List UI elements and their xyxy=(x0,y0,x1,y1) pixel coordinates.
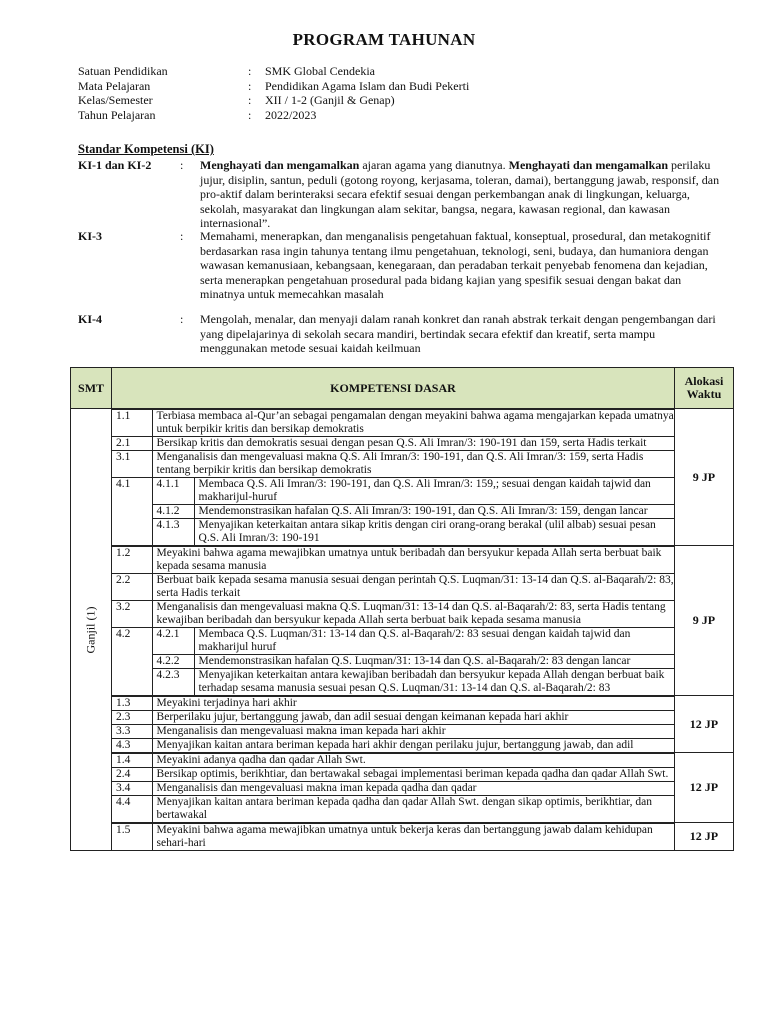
kd-number: 2.4 xyxy=(112,768,152,782)
meta-row xyxy=(78,108,469,123)
kd-text: Bersikap kritis dan demokratis sesuai dengan pesan Q.S. Ali Imran/3: 190-191 dan 159, serta Hadis terkait xyxy=(152,437,674,451)
kd-number: 2.2 xyxy=(112,574,152,601)
kd-group-table xyxy=(112,823,674,850)
meta-row xyxy=(78,64,469,79)
kd-group-table xyxy=(112,696,674,752)
meta-value: Pendidikan Agama Islam dan Budi Pekerti xyxy=(265,78,470,93)
meta-colon: : xyxy=(248,78,252,93)
meta-colon: : xyxy=(248,64,252,78)
kd-sub-number: 4.1.3 xyxy=(152,519,194,546)
ki-heading: Standar Kompetensi (KI) xyxy=(78,142,214,156)
meta-row xyxy=(78,79,469,94)
kd-text: Terbiasa membaca al-Qur’an sebagai pengamalan dengan meyakini bahwa agama mengajarkan kepada umatnya untuk berpikir kritis dan bersikap demokratis xyxy=(152,410,674,437)
kd-row xyxy=(112,669,674,696)
kd-number: 4.1 xyxy=(112,478,152,505)
kd-number xyxy=(112,519,152,546)
table-group-row xyxy=(71,409,734,546)
kd-sub-number: 4.2.2 xyxy=(152,655,194,669)
semester-cell xyxy=(71,409,112,851)
header-smt: SMT xyxy=(71,368,112,409)
kd-text: Berbuat baik kepada sesama manusia sesuai dengan perintah Q.S. Luqman/31: 13-14 dan Q.S. al-Baqarah/2: 83, serta Hadis terkait xyxy=(152,574,674,601)
meta-key: Mata Pelajaran xyxy=(78,78,151,93)
kd-number: 2.3 xyxy=(112,711,152,725)
kd-text: Menyajikan keterkaitan antara sikap kritis dengan ciri orang-orang berakal (ulil albab) sesuai pesan Q.S. Ali Imran/3: 190-191 xyxy=(194,519,674,546)
kd-row xyxy=(112,505,674,519)
kd-row xyxy=(112,574,674,601)
kd-row xyxy=(112,697,674,711)
kd-number: 2.1 xyxy=(112,437,152,451)
meta-block xyxy=(78,64,469,122)
kd-number: 1.1 xyxy=(112,410,152,437)
kd-text: Meyakini adanya qadha dan qadar Allah Swt. xyxy=(152,754,674,768)
meta-value: XII / 1-2 (Ganjil & Genap) xyxy=(265,93,395,107)
ki-key: KI-3 xyxy=(78,229,102,243)
ki-colon: : xyxy=(180,312,184,326)
kd-sub-number: 4.2.1 xyxy=(152,628,194,655)
kd-text: Menganalisis dan mengevaluasi makna iman kepada hari akhir xyxy=(152,725,674,739)
table-group-row xyxy=(71,823,734,851)
kd-text: Membaca Q.S. Ali Imran/3: 190-191, dan Q.S. Ali Imran/3: 159,; sesuai dengan kaidah tajwid dan makharijul-huruf xyxy=(194,478,674,505)
kd-text: Meyakini terjadinya hari akhir xyxy=(152,697,674,711)
kd-number: 3.1 xyxy=(112,451,152,478)
table-header-row xyxy=(71,368,734,409)
kd-number: 4.4 xyxy=(112,796,152,823)
ki-text: Mengolah, menalar, dan menyaji dalam ranah konkret dan ranah abstrak terkait dengan pengembangan dari yang dipelajarinya di sekolah secara mandiri, bertindak secara efektif dan kreatif, serta mampu menggunakan metode sesuai kaidah keilmuan xyxy=(200,312,716,355)
kd-number: 3.3 xyxy=(112,725,152,739)
kd-row xyxy=(112,655,674,669)
kd-row xyxy=(112,451,674,478)
semester-label: Ganjil (1) xyxy=(83,606,98,653)
kd-number: 3.4 xyxy=(112,782,152,796)
alokasi-waktu-cell: 9 JP xyxy=(674,546,733,696)
kd-group-table xyxy=(112,753,674,822)
kd-text: Menyajikan kaitan antara beriman kepada qadha dan qadar Allah Swt. dengan sikap optimis, berikhtiar, dan bertawakal xyxy=(152,796,674,823)
meta-row xyxy=(78,93,469,108)
kd-row xyxy=(112,711,674,725)
kd-text: Menganalisis dan mengevaluasi makna iman kepada qadha dan qadar xyxy=(152,782,674,796)
header-kompetensi-dasar: KOMPETENSI DASAR xyxy=(112,368,675,409)
ki-text-part: ajaran agama yang dianutnya. xyxy=(359,158,509,172)
ki-text xyxy=(200,158,720,231)
meta-key: Tahun Pelajaran xyxy=(78,107,156,122)
ki-bold-phrase: Menghayati dan mengamalkan xyxy=(200,158,360,172)
header-alokasi-waktu: Alokasi Waktu xyxy=(674,368,733,409)
alokasi-waktu-cell: 12 JP xyxy=(674,696,733,753)
meta-value: 2022/2023 xyxy=(265,107,317,122)
kd-group-table xyxy=(112,409,674,545)
kd-number: 1.3 xyxy=(112,697,152,711)
ki-text-part: perilaku jujur, disiplin, santun, peduli (gotong royong, kerjasama, toleran, damai), bertanggung jawab, responsif, dan pro-aktif dalam berinteraksi secara efektif sesuai dengan perkembangan anak di lingkungan, keluarga, sekolah, masyarakat dan lingkungan alam sekitar, bangsa, negara, kawasan regional, dan kawasan internasional”. xyxy=(200,158,720,230)
kd-sub-number: 4.1.1 xyxy=(152,478,194,505)
kd-group-cell xyxy=(112,823,675,851)
kd-sub-number: 4.1.2 xyxy=(152,505,194,519)
kd-row xyxy=(112,782,674,796)
kd-text: Berperilaku jujur, bertanggung jawab, dan adil sesuai dengan keimanan kepada hari akhir xyxy=(152,711,674,725)
kd-text: Menganalisis dan mengevaluasi makna Q.S. Ali Imran/3: 190-191, dan Q.S. Ali Imran/3: 159, serta Hadis tentang berpikir kritis dan bersikap demokratis xyxy=(152,451,674,478)
kd-row xyxy=(112,519,674,546)
kd-row xyxy=(112,437,674,451)
ki-3-row xyxy=(78,229,720,302)
kd-row xyxy=(112,725,674,739)
ki-colon: : xyxy=(180,158,184,172)
kd-number xyxy=(112,505,152,519)
kd-group-cell xyxy=(112,696,675,753)
meta-key: Satuan Pendidikan xyxy=(78,64,168,78)
kd-text: Menyajikan keterkaitan antara kewajiban beribadah dan bersyukur kepada Allah dengan berbuat baik terhadap sesama manusia sesuai pesan Q.S. Luqman/31: 13-14 dan Q.S. al-Baqarah/2: 83 xyxy=(194,669,674,696)
kd-row xyxy=(112,739,674,753)
kompetensi-dasar-table xyxy=(70,367,734,851)
kd-text: Menganalisis dan mengevaluasi makna Q.S. Luqman/31: 13-14 dan Q.S. al-Baqarah/2: 83, serta Hadis tentang kewajiban beribadah dan bersyukur kepada Allah serta berbuat baik kepada sesama manusia xyxy=(152,601,674,628)
alokasi-waktu-cell: 12 JP xyxy=(674,823,733,851)
kd-number xyxy=(112,655,152,669)
kd-text: Membaca Q.S. Luqman/31: 13-14 dan Q.S. al-Baqarah/2: 83 sesuai dengan kaidah tajwid dan makharijul huruf xyxy=(194,628,674,655)
kd-row xyxy=(112,547,674,574)
kd-row xyxy=(112,768,674,782)
ki-1-2-row xyxy=(78,158,720,231)
kd-number: 3.2 xyxy=(112,601,152,628)
meta-colon: : xyxy=(248,107,252,122)
kd-text: Menyajikan kaitan antara beriman kepada hari akhir dengan perilaku jujur, bertanggung jawab, dan adil xyxy=(152,739,674,753)
kd-row xyxy=(112,796,674,823)
kd-group-cell xyxy=(112,546,675,696)
ki-4-row xyxy=(78,312,720,356)
table-group-row xyxy=(71,546,734,696)
kd-row xyxy=(112,478,674,505)
kd-number: 1.2 xyxy=(112,547,152,574)
kd-row xyxy=(112,628,674,655)
kd-group-cell xyxy=(112,409,675,546)
kd-group-cell xyxy=(112,753,675,823)
kd-text: Bersikap optimis, berikhtiar, dan bertawakal sebagai implementasi beriman kepada qadha dan qadar Allah Swt. xyxy=(152,768,674,782)
meta-colon: : xyxy=(248,93,252,107)
kd-text: Meyakini bahwa agama mewajibkan umatnya untuk bekerja keras dan bertanggung jawab dalam kehidupan sehari-hari xyxy=(152,824,674,851)
ki-bold-phrase: Menghayati dan mengamalkan xyxy=(508,158,668,172)
kd-row xyxy=(112,824,674,851)
table-group-row xyxy=(71,753,734,823)
ki-text: Memahami, menerapkan, dan menganalisis pengetahuan faktual, konseptual, prosedural, dan metakognitif berdasarkan rasa ingin tahunya tentang ilmu pengetahuan, teknologi, seni, budaya, dan humaniora dengan wawasan kemanusiaan, kebangsaan, kenegaraan, dan peradaban terkait penyebab fenomena dan kejadian, serta menerapkan pengetahuan prosedural pada bidang kajian yang spesifik sesuai dengan bakat dan minatnya untuk memecahkan masalah xyxy=(200,229,711,301)
ki-key: KI-1 dan KI-2 xyxy=(78,158,152,172)
alokasi-waktu-cell: 9 JP xyxy=(674,409,733,546)
kd-text: Mendemonstrasikan hafalan Q.S. Ali Imran/3: 190-191, dan Q.S. Ali Imran/3: 159, dengan lancar xyxy=(194,505,674,519)
alokasi-waktu-cell: 12 JP xyxy=(674,753,733,823)
kd-number xyxy=(112,669,152,696)
kd-number: 1.5 xyxy=(112,824,152,851)
document-title: PROGRAM TAHUNAN xyxy=(292,30,476,49)
kd-group-table xyxy=(112,546,674,695)
kd-row xyxy=(112,754,674,768)
kd-number: 4.3 xyxy=(112,739,152,753)
kd-row xyxy=(112,410,674,437)
kd-number: 1.4 xyxy=(112,754,152,768)
ki-colon: : xyxy=(180,229,184,243)
kd-text: Meyakini bahwa agama mewajibkan umatnya untuk beribadah dan bersyukur kepada Allah serta berbuat baik kepada sesama manusia xyxy=(152,547,674,574)
kd-number: 4.2 xyxy=(112,628,152,655)
kd-text: Mendemonstrasikan hafalan Q.S. Luqman/31: 13-14 dan Q.S. al-Baqarah/2: 83 dengan lancar xyxy=(194,655,674,669)
kd-sub-number: 4.2.3 xyxy=(152,669,194,696)
ki-key: KI-4 xyxy=(78,312,102,326)
meta-key: Kelas/Semester xyxy=(78,93,153,107)
meta-value: SMK Global Cendekia xyxy=(265,64,375,78)
kd-row xyxy=(112,601,674,628)
table-body xyxy=(71,409,734,851)
table-group-row xyxy=(71,696,734,753)
